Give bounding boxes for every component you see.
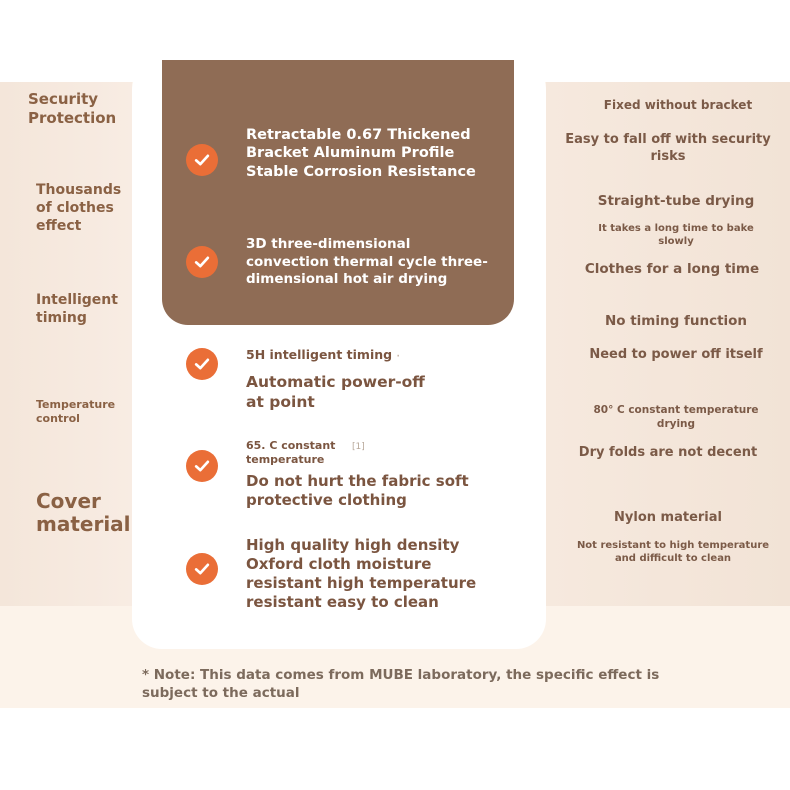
feature-timing-subtitle-mark: · bbox=[396, 352, 400, 362]
feature-3d-drying: 3D three-dimensional convection thermal cycle three- dimensional hot air drying bbox=[246, 236, 488, 288]
right-straight-tube-drying: Straight-tube drying bbox=[597, 193, 755, 209]
feature-timing-main: Automatic power-off at point bbox=[246, 373, 425, 411]
right-long-time-to-bake: It takes a long time to bake slowly bbox=[598, 223, 754, 247]
right-no-timing-function: No timing function bbox=[604, 313, 748, 329]
right-not-resistant: Not resistant to high temperature and difficult to clean bbox=[576, 540, 770, 564]
right-dry-folds: Dry folds are not decent bbox=[578, 445, 758, 460]
right-need-to-power-off: Need to power off itself bbox=[589, 347, 763, 362]
right-constant-temperature: 80° C constant temperature drying bbox=[593, 404, 759, 430]
label-intelligent-timing: Intelligent timing bbox=[36, 292, 118, 326]
right-nylon-material: Nylon material bbox=[614, 510, 722, 525]
feature-timing-subtitle-text: 5H intelligent timing bbox=[246, 347, 393, 362]
checkmark-icon bbox=[186, 144, 218, 176]
feature-temp-main: Do not hurt the fabric soft protective clothing bbox=[246, 472, 469, 510]
feature-timing-subtitle bbox=[246, 347, 400, 363]
feature-cover: High quality high density Oxford cloth moisture resistant high temperature resistant easy to clean bbox=[246, 536, 477, 612]
feature-temp-mark: [1] bbox=[352, 442, 365, 452]
checkmark-icon bbox=[186, 246, 218, 278]
checkmark-icon bbox=[186, 348, 218, 380]
right-fixed-without-bracket: Fixed without bracket bbox=[603, 98, 753, 112]
label-thousands-of-clothes: Thousands of clothes effect bbox=[36, 182, 122, 234]
label-cover-material: Cover material bbox=[36, 489, 131, 536]
feature-bracket: Retractable 0.67 Thickened Bracket Aluminum Profile Stable Corrosion Resistance bbox=[246, 127, 476, 180]
right-easy-to-fall-off: Easy to fall off with security risks bbox=[565, 132, 771, 164]
checkmark-icon bbox=[186, 553, 218, 585]
footnote: * Note: This data comes from MUBE laboratory, the specific effect is subject to the actual bbox=[142, 667, 660, 702]
feature-temp-subtitle: 65. C constant temperature bbox=[246, 439, 336, 467]
label-security-protection: Security Protection bbox=[28, 90, 117, 128]
label-temperature-control: Temperature control bbox=[36, 398, 116, 426]
right-clothes-long-time: Clothes for a long time bbox=[584, 261, 760, 277]
checkmark-icon bbox=[186, 450, 218, 482]
